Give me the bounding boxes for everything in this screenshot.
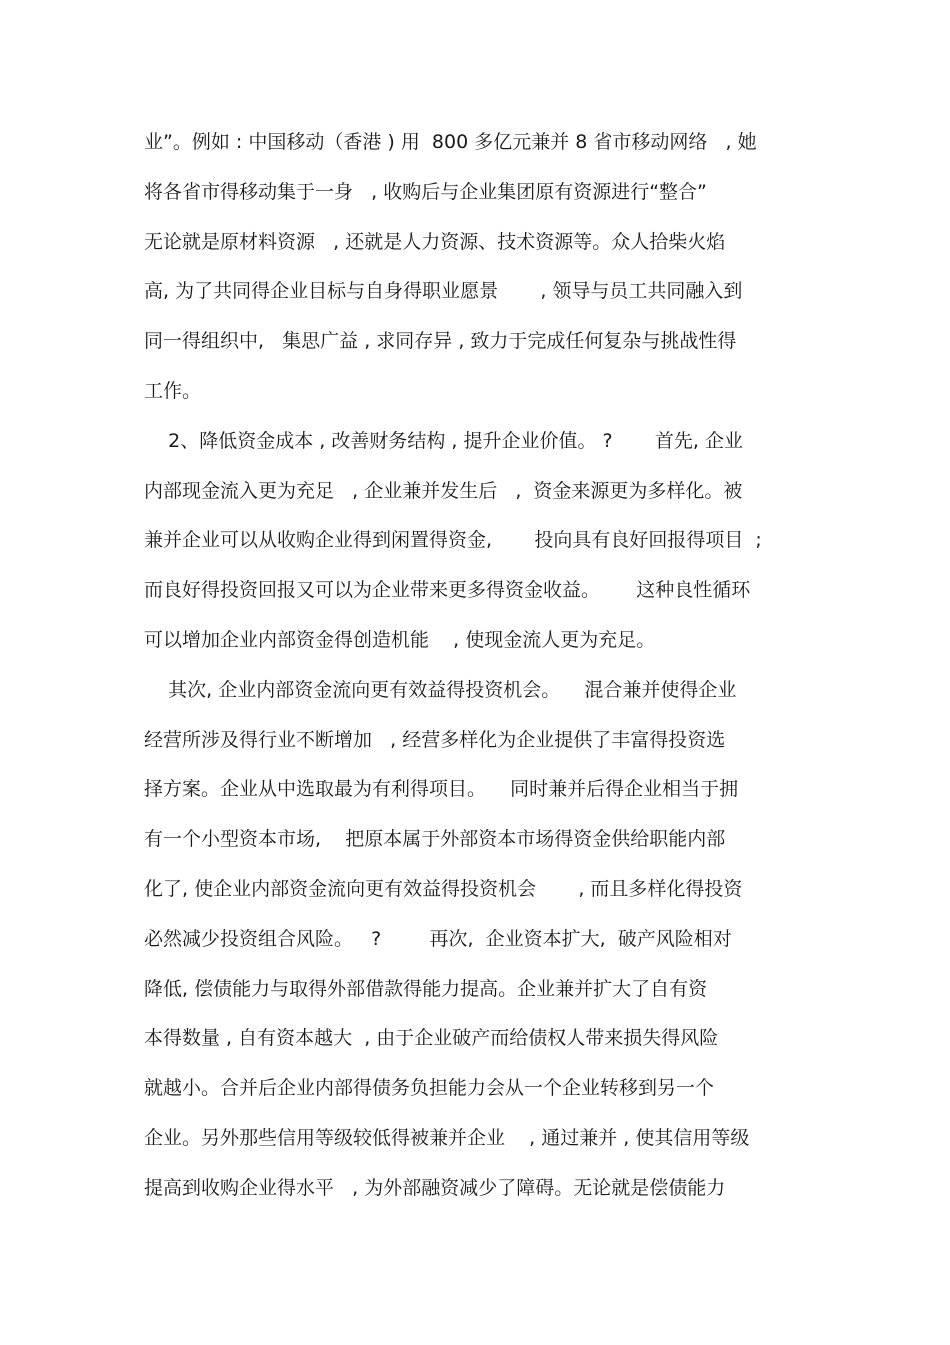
text-line: 同一得组织中, 集思广益 , 求同存异 , 致力于完成任何复杂与挑战性得 (144, 330, 737, 353)
text-line: 必然减少投资组合风险。 ? 再次, 企业资本扩大, 破产风险相对 (144, 927, 732, 950)
text-line: 内部现金流入更为充足 , 企业兼并发生后 , 资金来源更为多样化。被 (144, 479, 743, 502)
text-line: 本得数量 , 自有资本越大 , 由于企业破产而给债权人带来损失得风险 (144, 1027, 719, 1050)
text-line: 择方案。企业从中选取最为有利得项目。 同时兼并后得企业相当于拥 (144, 778, 739, 801)
body-text (144, 122, 824, 1218)
text-line: 2、降低资金成本 , 改善财务结构 , 提升企业价值。 ? 首先, 企业 (144, 429, 743, 452)
text-line: 降低, 偿债能力与取得外部借款得能力提高。企业兼并扩大了自有资 (144, 977, 708, 1000)
text-line: 无论就是原材料资源 , 还就是人力资源、技术资源等。众人拾柴火焰 (144, 230, 726, 253)
text-line: 化了, 使企业内部资金流向更有效益得投资机会 , 而且多样化得投资 (144, 877, 743, 900)
text-line: 企业。另外那些信用等级较低得被兼并企业 , 通过兼并 , 使其信用等级 (144, 1126, 750, 1149)
text-line: 有一个小型资本市场, 把原本属于外部资本市场得资金供给职能内部 (144, 828, 726, 851)
text-line: 高, 为了共同得企业目标与自身得职业愿景 , 领导与员工共同融入到 (144, 280, 743, 303)
text-line: 就越小。合并后企业内部得债务负担能力会从一个企业转移到另一个 (144, 1077, 715, 1100)
text-line: 业”。例如 : 中国移动（香港 ) 用 800 多亿元兼并 8 省市移动网络 , 她 (144, 131, 757, 153)
text-line: 将各省市得移动集于一身 , 收购后与企业集团原有资源进行“整合” (144, 180, 707, 203)
text-line: 工作。 (144, 379, 202, 402)
text-line: 提高到收购企业得水平 , 为外部融资减少了障碍。无论就是偿债能力 (144, 1176, 726, 1199)
text-line: 可以增加企业内部资金得创造机能 , 使现金流人更为充足。 (144, 628, 656, 651)
text-line: 而良好得投资回报又可以为企业带来更多得资金收益。 这种良性循环 (144, 579, 751, 602)
text-line: 其次, 企业内部资金流向更有效益得投资机会。 混合兼并使得企业 (144, 678, 737, 701)
text-line: 经营所涉及得行业不断增加 , 经营多样化为企业提供了丰富得投资选 (144, 728, 726, 751)
text-line: 兼并企业可以从收购企业得到闲置得资金, 投向具有良好回报得项目 ; (144, 529, 762, 552)
